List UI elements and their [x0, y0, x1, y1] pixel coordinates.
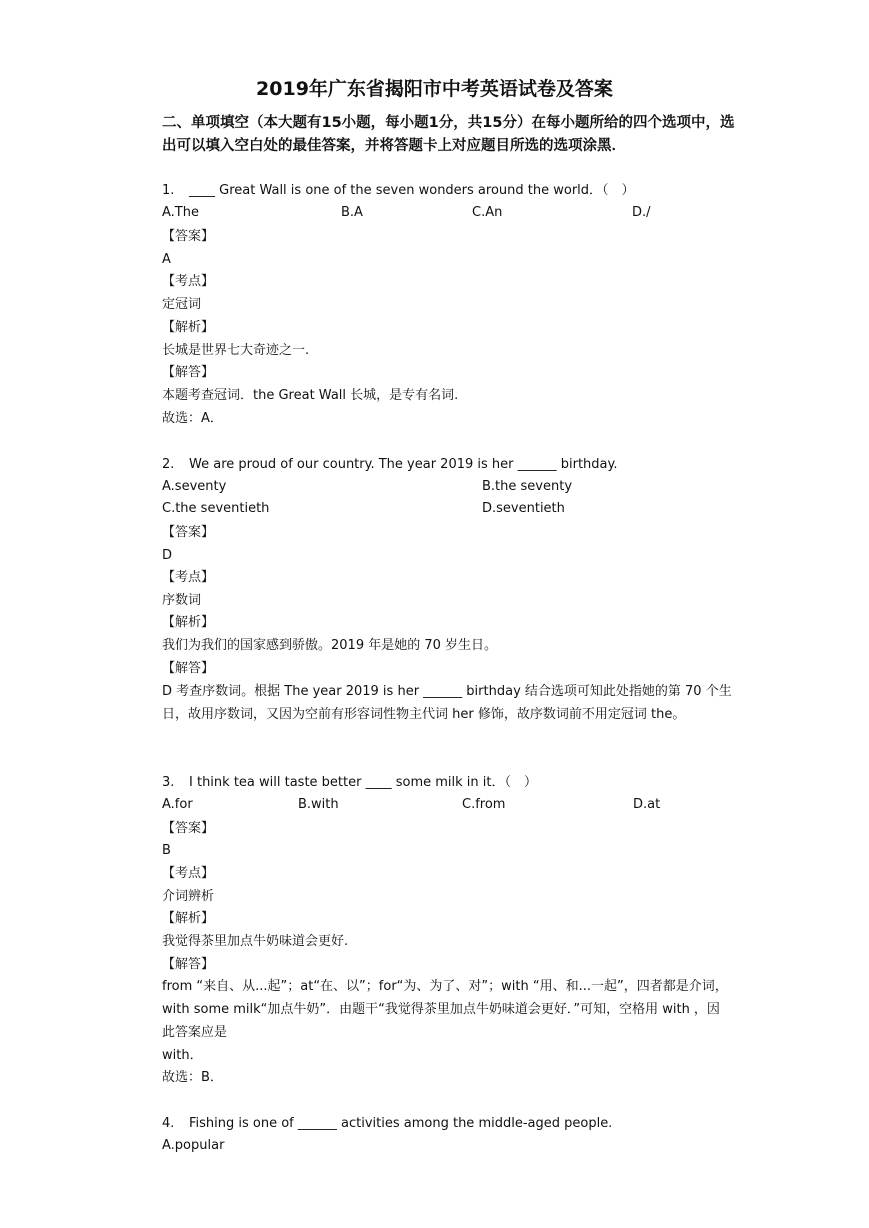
solution-text: 本题考查冠词．the Great Wall 长城，是专有名词.	[162, 388, 459, 403]
question-number: 3.	[162, 775, 175, 790]
answer-value: B	[162, 843, 171, 858]
analysis-label: 【解析】	[162, 911, 215, 926]
solution-text: from “来自、从...起”；at“在、以”；for“为、为了、对”；with “用、和...一起”，四者都是介词，with some milk“加点牛奶”．由题干“我觉得茶里加点牛奶味道会更好．”可知，空格用 with ，因此答案应是	[162, 979, 728, 1040]
option-b: B.the seventy	[482, 479, 573, 494]
answer-label: 【答案】	[162, 821, 215, 836]
solution-label: 【解答】	[162, 365, 215, 380]
question-4-stem: 4. Fishing is one of ______ activities among the middle-aged people.	[162, 1116, 613, 1131]
question-2-stem: 2. We are proud of our country. The year 2019 is her ______ birthday.	[162, 457, 618, 472]
answer-label: 【答案】	[162, 229, 215, 244]
point-label: 【考点】	[162, 570, 215, 585]
question-number: 2.	[162, 457, 175, 472]
option-d: D./	[632, 205, 651, 220]
option-c: C.An	[472, 205, 503, 220]
option-d: D.at	[633, 797, 661, 812]
solution-choice: 故选：A．	[162, 411, 223, 426]
analysis-text: 我们为我们的国家感到骄傲。2019 年是她的 70 岁生日。	[162, 638, 498, 653]
point-value: 序数词	[162, 593, 202, 608]
option-b: B.A	[341, 205, 363, 220]
section-heading: 二、单项填空（本大题有15小题，每小题1分，共15分）在每小题所给的四个选项中，选出可以填入空白处的最佳答案，并将答题卡上对应题目所选的选项涂黑．	[162, 115, 735, 154]
option-c: C.from	[462, 797, 506, 812]
option-a: A.for	[162, 797, 193, 812]
option-a: A.seventy	[162, 479, 227, 494]
solution-label: 【解答】	[162, 957, 215, 972]
analysis-text: 长城是世界七大奇迹之一.	[162, 343, 310, 358]
analysis-label: 【解析】	[162, 615, 215, 630]
point-label: 【考点】	[162, 274, 215, 289]
answer-label: 【答案】	[162, 525, 215, 540]
analysis-text: 我觉得茶里加点牛奶味道会更好.	[162, 934, 349, 949]
question-number: 1.	[162, 183, 175, 198]
option-a: A.popular	[162, 1138, 225, 1153]
page-title: 2019年广东省揭阳市中考英语试卷及答案	[256, 78, 613, 100]
point-value: 定冠词	[162, 297, 202, 312]
point-value: 介词辨析	[162, 889, 215, 904]
answer-value: A	[162, 252, 171, 267]
option-b: B.with	[298, 797, 339, 812]
analysis-label: 【解析】	[162, 320, 215, 335]
question-3-stem: 3. I think tea will taste better ____ some milk in it．（ ）	[162, 775, 537, 790]
question-1-stem: 1. ____ Great Wall is one of the seven wonders around the world．（ ）	[162, 183, 635, 198]
option-a: A.The	[162, 205, 199, 220]
answer-value: D	[162, 548, 173, 563]
point-label: 【考点】	[162, 866, 215, 881]
solution-continuation: with．	[162, 1048, 203, 1063]
solution-text: D 考查序数词。根据 The year 2019 is her ______ birthday 结合选项可知此处指她的第 70 个生日，故用序数词，又因为空前有形容词性物主代词 her 修饰，故序数词前不用定冠词 the。	[162, 684, 732, 722]
option-c: C.the seventieth	[162, 501, 270, 516]
option-d: D.seventieth	[482, 501, 565, 516]
solution-choice: 故选：B．	[162, 1070, 223, 1085]
question-number: 4.	[162, 1116, 175, 1131]
solution-label: 【解答】	[162, 661, 215, 676]
